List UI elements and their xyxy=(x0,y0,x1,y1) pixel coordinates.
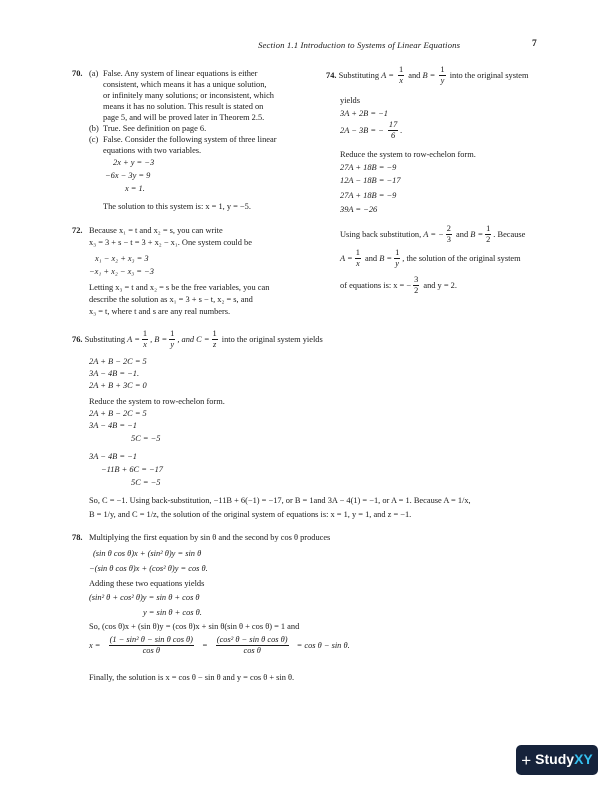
text-line: yields xyxy=(340,96,361,105)
fraction xyxy=(355,249,361,269)
math: A = xyxy=(127,334,140,344)
equation: y = sin θ + cos θ. xyxy=(143,608,202,617)
numerator: 1 xyxy=(485,225,491,235)
text-line: x₃ = 3 + s − t = 3 + x₂ − x₁. One system could be xyxy=(89,238,252,247)
equation: (sin² θ + cos² θ)y = sin θ + cos θ xyxy=(89,593,200,602)
substitution-line xyxy=(72,330,323,350)
denominator: 2 xyxy=(414,286,419,296)
equation: 3A − 4B = −1 xyxy=(89,452,137,461)
equation: x₁ − x₂ + x₃ = 3 xyxy=(95,254,149,263)
equation: 27A + 18B = −9 xyxy=(340,163,397,172)
math: A = xyxy=(340,253,353,263)
math: = cos θ − sin θ. xyxy=(296,640,350,650)
numerator: 2 xyxy=(446,225,452,235)
numerator: 1 xyxy=(394,249,400,259)
problem-number: 70. xyxy=(72,69,83,78)
problem-number: 72. xyxy=(72,226,83,235)
text: Substituting xyxy=(338,70,380,80)
page-number: 7 xyxy=(532,39,537,49)
text-line: page 5, and will be proved later in Theorem 2.5. xyxy=(103,113,265,122)
fraction xyxy=(446,225,452,245)
text-line: describe the solution as x₁ = 3 + s − t, x₂ = s, and xyxy=(89,295,253,304)
text: of equations is: x = − xyxy=(340,280,412,290)
equation: 39A = −26 xyxy=(340,205,378,214)
text-line: consistent, which means it has a unique solution, xyxy=(103,80,267,89)
fraction xyxy=(485,225,491,245)
text-line: So, C = −1. Using back-substitution, −11B + 6(−1) = −17, or B = 1and 3A − 4(1) = −1, or A = 1. Because A = 1/x, xyxy=(89,496,471,505)
text: and y = 2. xyxy=(423,280,457,290)
numerator: 17 xyxy=(388,121,398,131)
text-line: or infinitely many solutions; or inconsistent, which xyxy=(103,91,274,100)
substitution-line xyxy=(326,66,529,86)
denominator: x xyxy=(143,340,147,350)
fraction xyxy=(413,276,419,296)
math: A = xyxy=(381,70,394,80)
equation: 2x + y = −3 xyxy=(113,158,155,167)
equation: x = 1. xyxy=(125,184,145,193)
text-line: Multiplying the first equation by sin θ and the second by cos θ produces xyxy=(89,533,331,542)
denominator: x xyxy=(399,76,403,86)
denominator: 6 xyxy=(390,131,396,141)
math: B = xyxy=(379,253,393,263)
denominator: 2 xyxy=(486,235,491,245)
fraction xyxy=(142,330,148,350)
text-line: False. Consider the following system of three linear xyxy=(103,135,277,144)
equation: (sin θ cos θ)x + (sin² θ)y = sin θ xyxy=(93,549,202,558)
text-line: True. See definition on page 6. xyxy=(103,124,207,133)
text: and xyxy=(408,70,421,80)
equation: 27A + 18B = −9 xyxy=(340,191,397,200)
text: Substituting xyxy=(84,334,126,344)
equation: 3A + 2B = −1 xyxy=(340,109,388,118)
numerator: 1 xyxy=(355,249,361,259)
text-line: Adding these two equations yields xyxy=(89,579,205,588)
solution-line: The solution to this system is: x = 1, y = −5. xyxy=(103,202,251,211)
equation: −6x − 3y = 9 xyxy=(105,171,151,180)
text-line: equations with two variables. xyxy=(103,146,202,155)
denominator: x xyxy=(355,259,360,269)
fraction xyxy=(212,330,218,350)
numerator: 1 xyxy=(212,330,218,340)
text-line: B = 1/y, and C = 1/z, the solution of the original system of equations is: x = 1, y = 1, and z = −1. xyxy=(89,510,412,519)
equation: −x₁ + x₂ − x₃ = −3 xyxy=(89,267,154,276)
problem-number: 78. xyxy=(72,533,83,542)
math: B = xyxy=(470,229,484,239)
text-line: Letting x₃ = t and x₂ = s be the free variables, you can xyxy=(89,283,270,292)
back-substitution-line xyxy=(340,225,525,245)
math: B = xyxy=(422,70,436,80)
text-line: Reduce the system to row-echelon form. xyxy=(89,397,225,406)
numerator: 1 xyxy=(142,330,148,340)
text: Using back substitution, xyxy=(340,229,422,239)
denominator: y xyxy=(440,76,445,86)
text: into the original system yields xyxy=(221,334,323,344)
part-label: (c) xyxy=(89,135,99,144)
text-line: means it has no solution. This result is stated on xyxy=(103,102,264,111)
text-line: So, (cos θ)x + (sin θ)y = (cos θ)x + sin θ(sin θ + cos θ) = 1 and xyxy=(89,622,300,631)
equation: 5C = −5 xyxy=(131,434,161,443)
equation: −11B + 6C = −17 xyxy=(101,465,163,474)
fraction xyxy=(216,636,289,656)
numerator: 3 xyxy=(413,276,419,286)
fraction xyxy=(388,121,398,141)
equation: 5C = −5 xyxy=(131,478,161,487)
equation: 2A + B − 2C = 5 xyxy=(89,357,147,366)
equation xyxy=(89,636,350,656)
text-line: Because x₁ = t and x₂ = s, you can write xyxy=(89,226,223,235)
fraction xyxy=(169,330,175,350)
studyx-logo xyxy=(516,745,598,775)
running-header: Section 1.1 Introduction to Systems of Linear Equations xyxy=(258,40,461,50)
denominator: y xyxy=(170,340,175,350)
part-label: (b) xyxy=(89,124,99,133)
denominator: z xyxy=(212,340,217,350)
problem-number: 74. xyxy=(326,70,337,80)
text-line: x₃ = t, where t and s are any real numbers. xyxy=(89,307,231,316)
because-line xyxy=(340,249,521,269)
text-line: False. Any system of linear equations is either xyxy=(103,69,258,78)
equation: −(sin θ cos θ)x + (cos² θ)y = cos θ. xyxy=(89,564,208,573)
equation: 12A − 18B = −17 xyxy=(340,176,401,185)
part-label: (a) xyxy=(89,69,99,78)
equation xyxy=(340,121,402,141)
equation: 2A + B + 3C = 0 xyxy=(89,381,147,390)
equation: 3A − 4B = −1. xyxy=(89,369,140,378)
math: 2A − 3B = − xyxy=(340,125,384,135)
text: . Because xyxy=(493,229,526,239)
numerator: (cos² θ − sin θ cos θ) xyxy=(216,636,289,646)
equation: 3A − 4B = −1 xyxy=(89,421,137,430)
text: and xyxy=(365,253,378,263)
numerator: 1 xyxy=(439,66,445,76)
denominator: y xyxy=(395,259,400,269)
fraction xyxy=(398,66,404,86)
math: , B = xyxy=(150,334,168,344)
math: . xyxy=(400,125,403,135)
problem-number: 76. xyxy=(72,334,83,344)
fraction xyxy=(439,66,445,86)
fraction xyxy=(109,636,194,656)
numerator: (1 − sin² θ − sin θ cos θ) xyxy=(109,636,194,646)
text: into the original system xyxy=(449,70,529,80)
text: and xyxy=(456,229,469,239)
math: = xyxy=(202,640,208,650)
numerator: 1 xyxy=(169,330,175,340)
text: , the solution of the original system xyxy=(402,253,521,263)
denominator: 3 xyxy=(446,235,451,245)
text-line: Reduce the system to row-echelon form. xyxy=(340,150,476,159)
math: A = − xyxy=(423,229,444,239)
denominator: cos θ xyxy=(243,646,261,656)
denominator: cos θ xyxy=(142,646,160,656)
math: , and C = xyxy=(177,334,210,344)
equation: 2A + B − 2C = 5 xyxy=(89,409,147,418)
text-line: Finally, the solution is x = cos θ − sin θ and y = cos θ + sin θ. xyxy=(89,673,295,682)
math: x = xyxy=(89,640,101,650)
plus-icon: + xyxy=(521,750,532,770)
numerator: 1 xyxy=(398,66,404,76)
fraction xyxy=(394,249,400,269)
final-line xyxy=(340,276,457,296)
logo-text: StudyXY xyxy=(535,751,593,768)
